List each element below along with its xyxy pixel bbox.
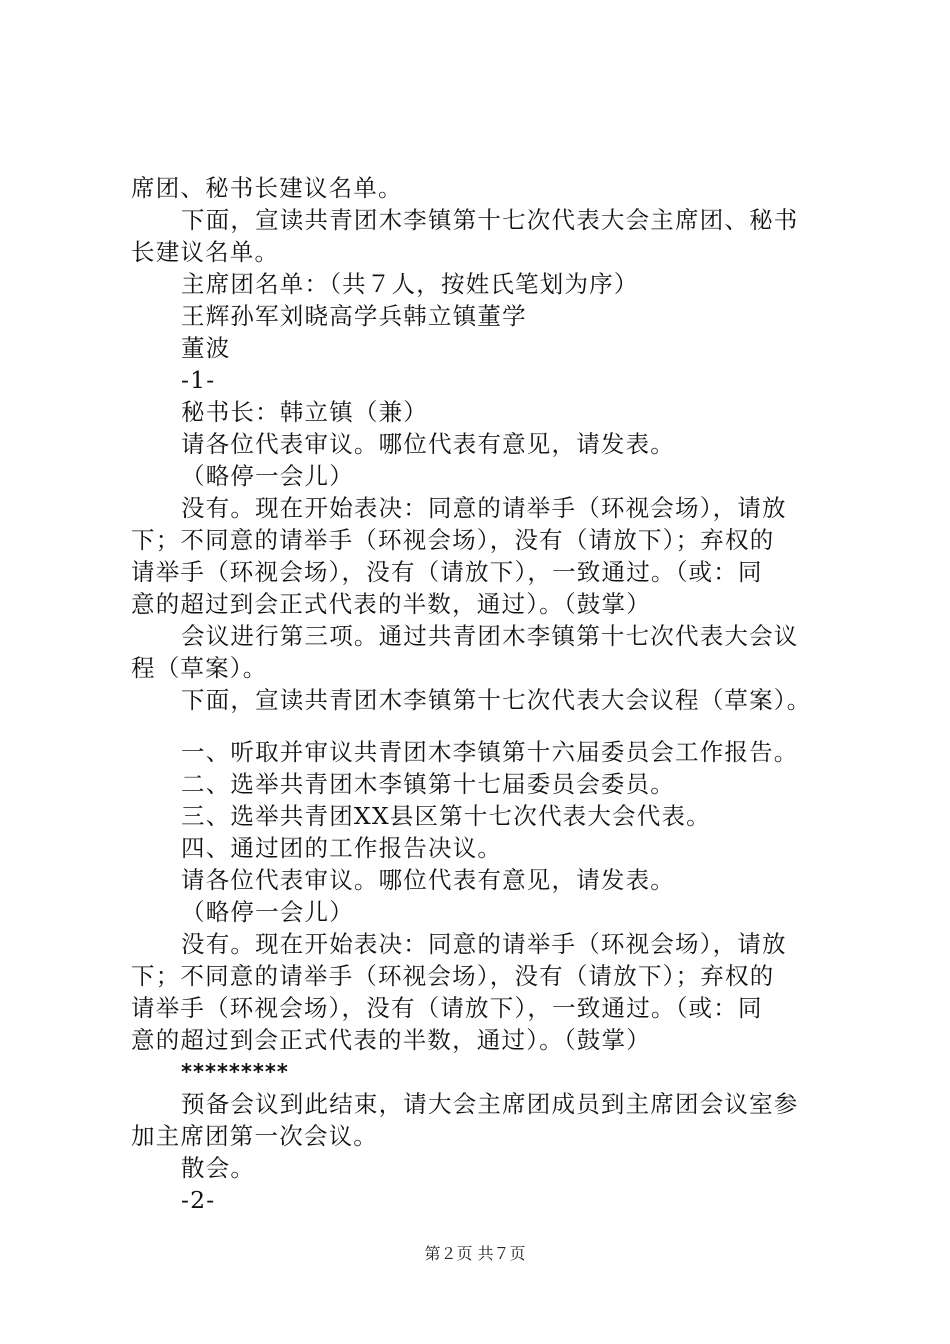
text-line: （略停一会儿） [181,898,354,926]
page-footer: 第２页 共７页 [424,1244,526,1263]
text-line: 下面，宣读共青团木李镇第十七次代表大会议程（草案）。 [181,686,812,714]
agenda-item: 一、听取并审议共青团木李镇第十六届委员会工作报告。 [181,738,799,766]
text-line: 主席团名单：（共７人，按姓氏笔划为序） [181,270,639,298]
text-line: 请举手（环视会场），没有（请放下），一致通过。（或：同 [131,558,763,586]
text-line: 加主席团第一次会议。 [131,1122,378,1150]
document-body [131,172,841,1216]
agenda-item: 二、选举共青团木李镇第十七届委员会委员。 [181,770,675,798]
text-line: 程（草案）。 [131,654,268,682]
agenda-item: 三、选举共青团XX县区第十七次代表大会代表。 [181,802,711,830]
text-line: 请举手（环视会场），没有（请放下），一致通过。（或：同 [131,994,763,1022]
text-line: 没有。现在开始表决：同意的请举手（环视会场），请放 [181,494,787,522]
text-line: 请各位代表审议。哪位代表有意见，请发表。 [181,430,675,458]
separator-stars: ********* [181,1060,289,1084]
text-line: 下面，宣读共青团木李镇第十七次代表大会主席团、秘书 [181,206,799,234]
text-line: 下；不同意的请举手（环视会场），没有（请放下）；弃权的 [131,526,775,554]
text-line: 席团、秘书长建议名单。 [131,174,403,202]
text-line: 意的超过到会正式代表的半数，通过）。（鼓掌） [131,590,651,618]
text-line: 会议进行第三项。通过共青团木李镇第十七次代表大会议 [181,622,799,650]
text-line: 没有。现在开始表决：同意的请举手（环视会场），请放 [181,930,787,958]
text-line: 散会。 [181,1154,256,1182]
agenda-item: 四、通过团的工作报告决议。 [181,834,503,862]
text-line: 秘书长：韩立镇（兼） [181,398,428,426]
text-line: 董波 [181,334,231,362]
page-marker: -1- [181,366,216,394]
text-line: 王辉孙军刘晓高学兵韩立镇董学 [181,302,527,330]
page-marker: -2- [181,1186,216,1214]
text-line: 请各位代表审议。哪位代表有意见，请发表。 [181,866,675,894]
text-line: 意的超过到会正式代表的半数，通过）。（鼓掌） [131,1026,651,1054]
text-line: 预备会议到此结束，请大会主席团成员到主席团会议室参 [181,1090,799,1118]
text-line: 下；不同意的请举手（环视会场），没有（请放下）；弃权的 [131,962,775,990]
paragraph-gap [131,716,841,736]
text-line: （略停一会儿） [181,462,354,490]
text-line: 长建议名单。 [131,238,280,266]
